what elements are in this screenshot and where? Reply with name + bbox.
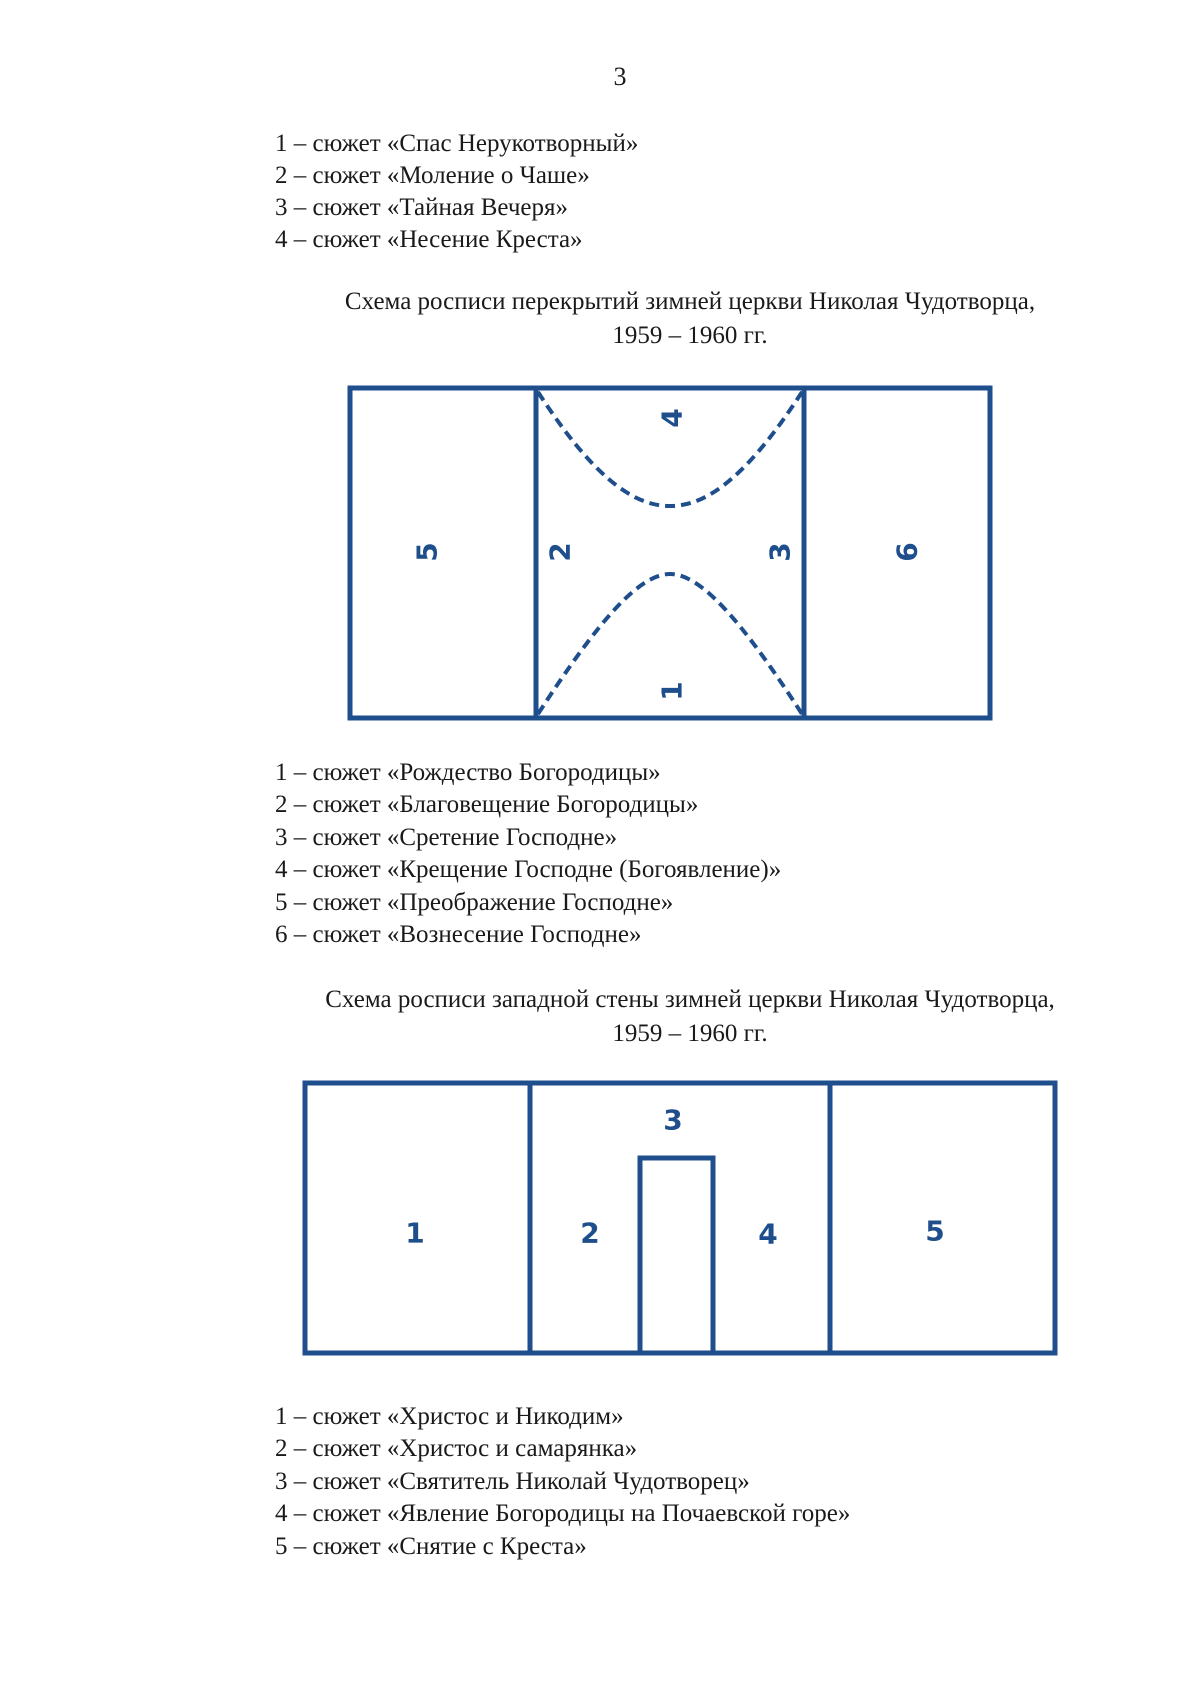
legend-item: 4 – сюжет «Несение Креста» (275, 226, 583, 253)
legend-item: 5 – сюжет «Снятие с Креста» (275, 1532, 587, 1560)
ceiling-diagram (340, 378, 1000, 728)
page-number: 3 (613, 62, 627, 91)
legend-item: 3 – сюжет «Тайная Вечеря» (275, 194, 569, 221)
west-label-2: 2 (580, 1216, 600, 1250)
west-wall-legend (275, 1401, 850, 1563)
legend-item: 1 – сюжет «Спас Нерукотворный» (275, 130, 639, 157)
ceiling-caption (190, 285, 1190, 353)
west-label-4: 4 (758, 1217, 778, 1251)
ceiling-caption-line1: Схема росписи перекрытий зимней церкви Николая Чудотворца, (344, 288, 1036, 315)
ceiling-label-6: 6 (890, 542, 924, 562)
legend-item: 3 – сюжет «Сретение Господне» (275, 823, 618, 851)
ceiling-label-1: 1 (655, 681, 689, 701)
legend-item: 1 – сюжет «Христос и Никодим» (275, 1403, 624, 1430)
ceiling-label-4: 4 (655, 408, 689, 428)
ceiling-caption-line2: 1959 – 1960 гг. (612, 322, 768, 349)
legend-item: 2 – сюжет «Христос и самарянка» (275, 1435, 638, 1463)
west-wall-caption (190, 983, 1190, 1051)
west-wall-caption-line1: Схема росписи западной стены зимней церкви Николая Чудотворца, (325, 986, 1055, 1013)
west-label-5: 5 (925, 1214, 945, 1248)
ceiling-label-5: 5 (410, 542, 444, 562)
legend-item: 3 – сюжет «Святитель Николай Чудотворец» (275, 1467, 750, 1495)
legend-item: 5 – сюжет «Преображение Господне» (275, 888, 674, 916)
ceiling-label-2: 2 (543, 542, 577, 562)
legend-item: 4 – сюжет «Явление Богородицы на Почаевской горе» (275, 1500, 851, 1528)
west-doorway (640, 1158, 713, 1353)
legend-item: 4 – сюжет «Крещение Господне (Богоявление)» (275, 856, 782, 884)
legend-item: 6 – сюжет «Вознесение Господне» (275, 921, 642, 949)
west-wall-caption-line2: 1959 – 1960 гг. (612, 1020, 768, 1047)
west-wall-diagram (295, 1073, 1065, 1363)
top-legend (275, 128, 638, 256)
west-label-1: 1 (405, 1216, 425, 1250)
ceiling-legend (275, 757, 781, 951)
legend-item: 1 – сюжет «Рождество Богородицы» (275, 759, 661, 786)
legend-item: 2 – сюжет «Благовещение Богородицы» (275, 791, 699, 819)
west-label-3: 3 (663, 1103, 683, 1137)
ceiling-label-3: 3 (763, 542, 797, 562)
legend-item: 2 – сюжет «Моление о Чаше» (275, 162, 590, 189)
